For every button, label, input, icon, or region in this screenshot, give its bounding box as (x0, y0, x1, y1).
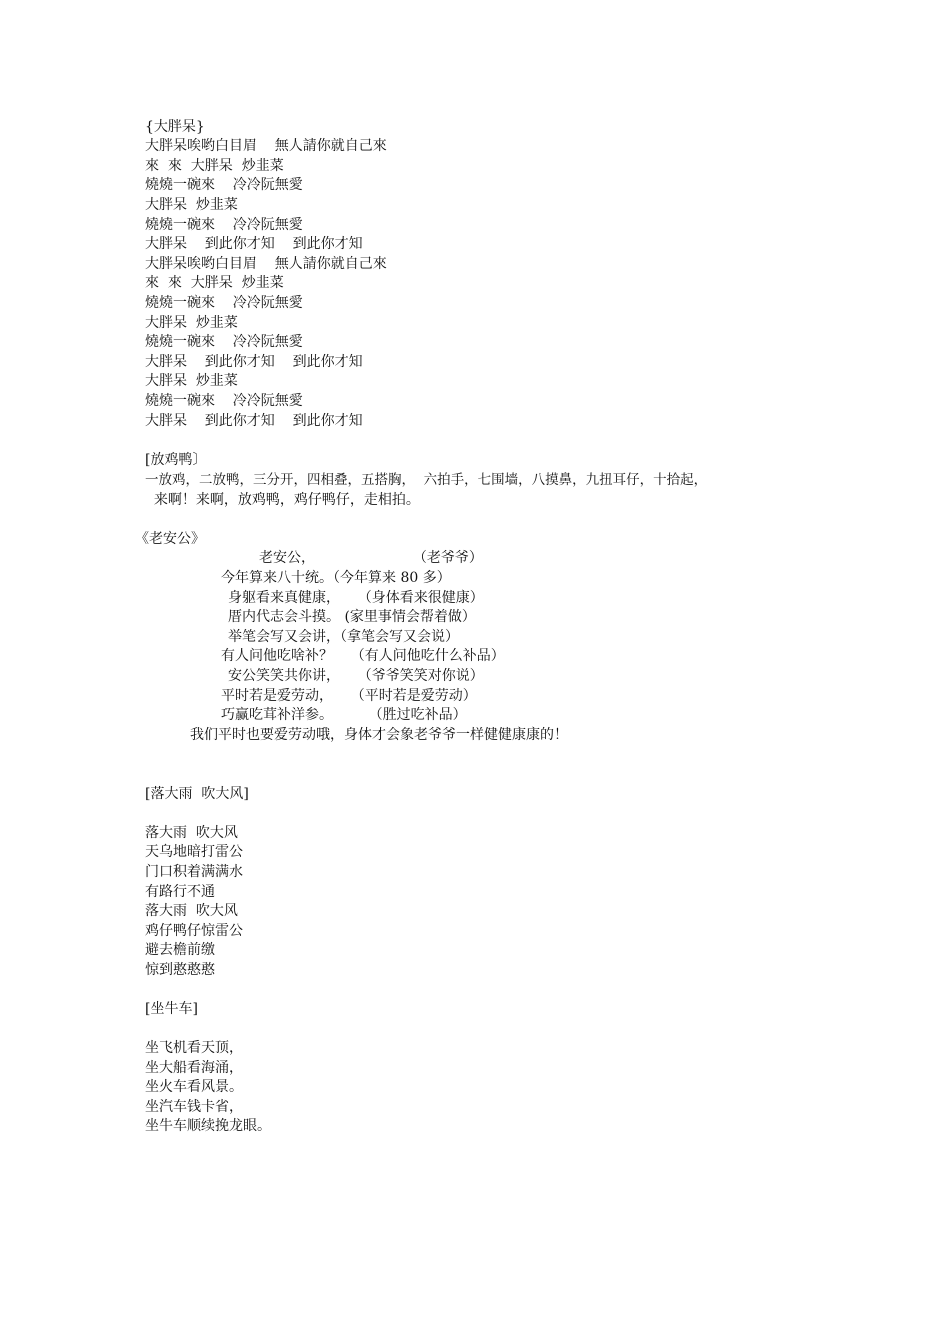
lyric-line: 大胖呆唉哟白目眉 無人請你就自己來 (145, 256, 387, 272)
lyric-line: 门口积着满满水 (145, 864, 243, 880)
lyric-line: 老安公， （老爷爷） (259, 550, 483, 566)
song-title-lao-an-gong: 《老安公》 (135, 531, 205, 547)
lyric-line: 天乌地暗打雷公 (145, 844, 243, 860)
lyric-line: 今年算来八十统。（今年算来 80 多） (221, 570, 451, 586)
lyric-line: 坐飞机看天顶， (145, 1040, 243, 1056)
lyric-line: 来啊！来啊，放鸡鸭，鸡仔鸭仔，走相拍。 (145, 492, 420, 508)
lyric-line: 落大雨 吹大风 (145, 903, 238, 919)
lyric-line: 我们平时也要爱劳动哦，身体才会象老爷爷一样健健康康的！ (190, 727, 568, 743)
song-title-luo-da-yu: [落大雨 吹大风] (145, 786, 249, 802)
lyric-line: 鸡仔鸭仔惊雷公 (145, 923, 243, 939)
song-title-zuo-niu-che: [坐牛车] (145, 1001, 198, 1017)
song-title-fang-ji-ya: [放鸡鸭〕 (145, 452, 207, 468)
lyric-line: 燒燒一碗來 冷冷阮無愛 (145, 393, 303, 409)
song-title-da-pang-dai: {大胖呆} (145, 119, 205, 135)
lyric-line: 大胖呆 炒韭菜 (145, 315, 238, 331)
lyric-line: 大胖呆 到此你才知 到此你才知 (145, 236, 363, 252)
lyric-line: 大胖呆 到此你才知 到此你才知 (145, 413, 363, 429)
lyric-line: 坐汽车钱卡省， (145, 1099, 243, 1115)
lyric-line: 一放鸡，二放鸭，三分开，四相叠，五搭胸， 六拍手，七围墙，八摸鼻，九扭耳仔，十拾起， (145, 472, 708, 488)
lyric-line: 燒燒一碗來 冷冷阮無愛 (145, 334, 303, 350)
lyric-line: 坐牛车顺续挽龙眼。 (145, 1118, 271, 1134)
lyric-line: 大胖呆唉哟白目眉 無人請你就自己來 (145, 138, 387, 154)
lyric-line: 有人问他吃啥补？ （有人问他吃什么补品） (221, 648, 505, 664)
lyric-line: 巧赢吃茸补洋参。 （胜过吃补品） (221, 707, 467, 723)
lyric-line: 落大雨 吹大风 (145, 825, 238, 841)
lyric-line: 來 來 大胖呆 炒韭菜 (145, 158, 284, 174)
lyric-line: 有路行不通 (145, 884, 215, 900)
lyric-line: 燒燒一碗來 冷冷阮無愛 (145, 177, 303, 193)
lyric-line: 坐大船看海涌， (145, 1060, 243, 1076)
lyric-line: 身躯看来真健康， （身体看来很健康） (228, 590, 484, 606)
lyric-line: 大胖呆 炒韭菜 (145, 373, 238, 389)
lyric-line: 燒燒一碗來 冷冷阮無愛 (145, 217, 303, 233)
lyric-line: 大胖呆 炒韭菜 (145, 197, 238, 213)
lyric-line: 避去檐前缴 (145, 942, 215, 958)
lyric-line: 燒燒一碗來 冷冷阮無愛 (145, 295, 303, 311)
lyric-line: 大胖呆 到此你才知 到此你才知 (145, 354, 363, 370)
lyric-line: 平时若是爱劳动， （平时若是爱劳动） (221, 688, 477, 704)
lyric-line: 坐火车看风景。 (145, 1079, 243, 1095)
lyric-line: 惊到憨憨憨 (145, 962, 215, 978)
lyric-line: 來 來 大胖呆 炒韭菜 (145, 275, 284, 291)
lyric-line: 厝内代志会斗摸。 (家里事情会帮着做） (228, 609, 476, 625)
lyric-line: 举笔会写又会讲，（拿笔会写又会说） (228, 629, 459, 645)
lyric-line: 安公笑笑共你讲， （爷爷笑笑对你说） (228, 668, 484, 684)
